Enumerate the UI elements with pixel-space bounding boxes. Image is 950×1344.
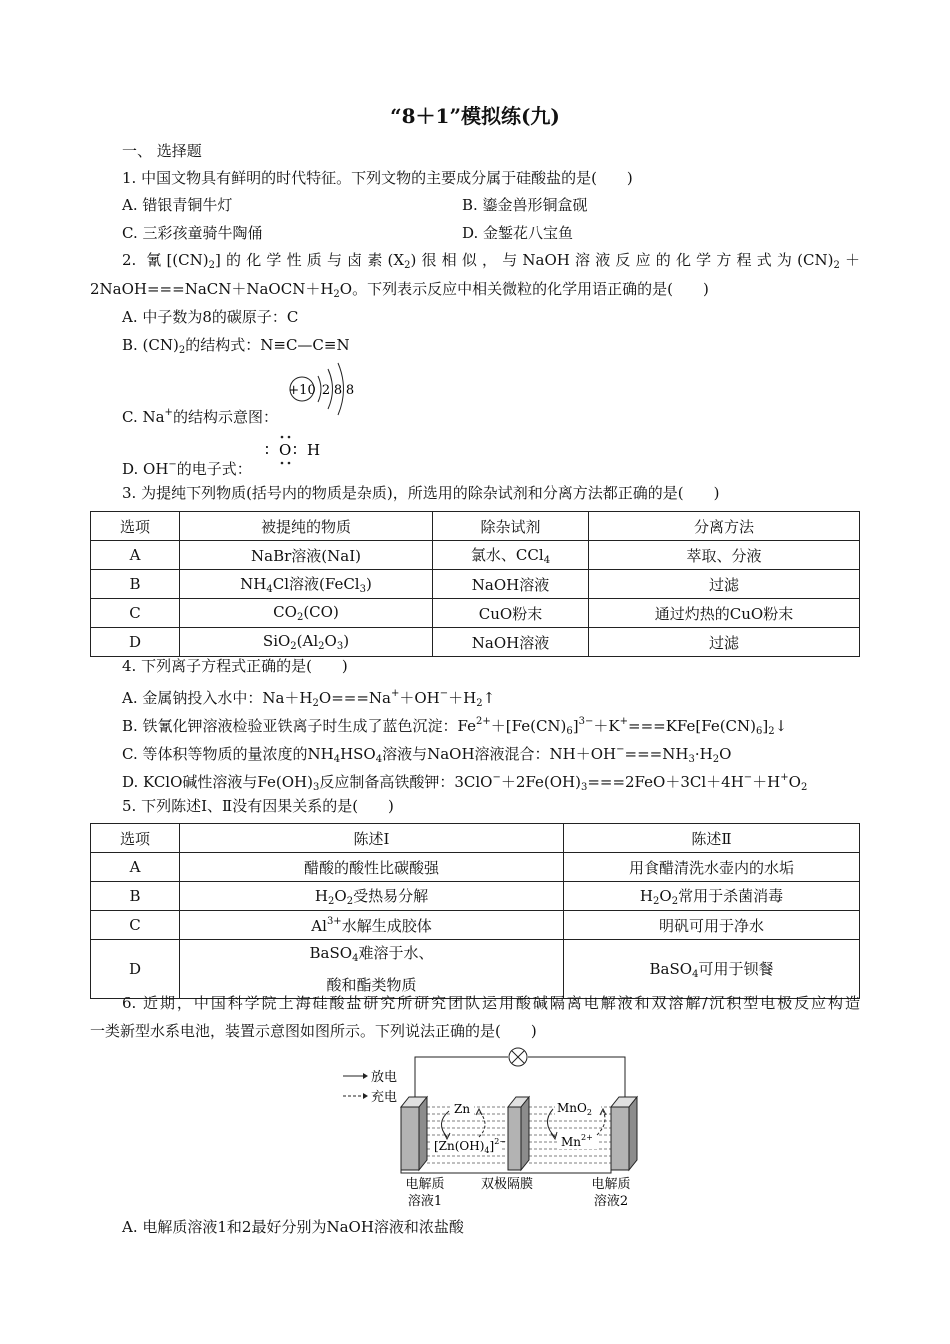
table-cell: $Al^{3+}$水解生成胶体 — [180, 911, 564, 940]
table-cell: 过滤 — [589, 570, 860, 599]
q1-option-c: C. 三彩孩童骑牛陶俑 — [122, 224, 263, 242]
q4-option-c: C. 等体积等物质的量浓度的$NH_4HSO_4$溶液与NaOH溶液混合：$NH+OH^-===NH_3\cdot H_2O$ — [122, 744, 732, 765]
q1-option-d: D. 金錾花八宝鱼 — [462, 224, 574, 242]
table-cell: $CO_2(CO)$ — [180, 599, 433, 628]
q2-stem-line1: 2. 氰$[(CN)_2]$的化学性质与卤素$(X_2)$很相似，与NaOH溶液反应的化学方程式为$(CN)_2+$ — [122, 251, 860, 271]
table-header-row — [91, 824, 860, 853]
solution2-label-line1: 电解质 — [591, 1177, 631, 1192]
table-cell: NaOH溶液 — [433, 570, 589, 599]
na-shell-2: 8 — [333, 383, 343, 398]
table-cell: $H_2O_2$常用于杀菌消毒 — [564, 882, 860, 911]
q6-stem-line2: 一类新型水系电池，装置示意图如图所示。下列说法正确的是( ) — [90, 1022, 537, 1040]
table-header-cell: 陈述Ⅰ — [180, 824, 564, 853]
bipolar-membrane — [508, 1107, 521, 1170]
q3-stem: 3. 为提纯下列物质(括号内的物质是杂质)，所选用的除杂试剂和分离方法都正确的是( ) — [122, 484, 720, 502]
na-shell-3: 8 — [345, 383, 355, 398]
table-cell: $NH_4Cl$溶液(FeCl$_3$) — [180, 570, 433, 599]
table-header-cell: 被提纯的物质 — [180, 512, 433, 541]
table-cell: 通过灼热的CuO粉末 — [589, 599, 860, 628]
table-header-cell: 陈述Ⅱ — [564, 824, 860, 853]
table-cell: A — [91, 853, 180, 882]
table-cell: 过滤 — [589, 628, 860, 657]
q2-option-a: A. 中子数为8的碳原子：C — [122, 308, 299, 326]
q6-option-a: A. 电解质溶液1和2最好分别为NaOH溶液和浓盐酸 — [122, 1218, 464, 1236]
q1-stem: 1. 中国文物具有鲜明的时代特征。下列文物的主要成分属于硅酸盐的是( ) — [122, 169, 633, 187]
oh-hydrogen: H — [307, 441, 321, 459]
table-header-cell: 除杂试剂 — [433, 512, 589, 541]
mno2-label: MnO$_2$ — [557, 1101, 592, 1117]
oh-left-pair: ∶ — [265, 441, 269, 459]
table-cell: B — [91, 882, 180, 911]
oh-electron-formula — [258, 430, 328, 468]
table-header-cell: 选项 — [91, 824, 180, 853]
table-cell: C — [91, 599, 180, 628]
solution1-label-line2: 溶液1 — [407, 1194, 443, 1209]
table-cell: 醋酸的酸性比碳酸强 — [180, 853, 564, 882]
table-cell: D — [91, 628, 180, 657]
na-shell-1: 2 — [321, 383, 331, 398]
legend-charge-label: 充电 — [371, 1090, 398, 1105]
table-cell: 用食醋清洗水壶内的水垢 — [564, 853, 860, 882]
table-row — [91, 628, 860, 657]
table-cell: $SiO_2(Al_2O_3)$ — [180, 628, 433, 657]
table-cell: BaSO$_4$难溶于水、 酸和酯类物质 — [180, 940, 564, 999]
table-row — [91, 911, 860, 940]
q5-table — [90, 823, 860, 999]
oh-bond-pair: ∶ — [293, 441, 297, 459]
table-row — [91, 599, 860, 628]
table-cell: BaSO$_4$可用于钡餐 — [564, 940, 860, 999]
oh-oxygen: O — [279, 441, 292, 459]
table-cell: D — [91, 940, 180, 999]
table-cell: A — [91, 541, 180, 570]
q4-stem: 4. 下列离子方程式正确的是( ) — [122, 657, 348, 675]
table-header-cell: 选项 — [91, 512, 180, 541]
table-header-row — [91, 512, 860, 541]
legend-discharge-label: 放电 — [371, 1070, 398, 1085]
q4-option-b: B. 铁氰化钾溶液检验亚铁离子时生成了蓝色沉淀：$Fe^{2+}+[Fe(CN)_6]^{3-}+K^+===KFe[Fe(CN)_6]_2↓$ — [122, 716, 788, 737]
table-cell: 明矾可用于净水 — [564, 911, 860, 940]
zn-label: Zn — [454, 1102, 471, 1116]
table-cell: NaBr溶液(NaI) — [180, 541, 433, 570]
table-cell: NaOH溶液 — [433, 628, 589, 657]
q5-stem: 5. 下列陈述Ⅰ、Ⅱ没有因果关系的是( ) — [122, 797, 394, 815]
table-row — [91, 570, 860, 599]
mno2-electrode — [611, 1107, 629, 1170]
table-row — [91, 853, 860, 882]
table-cell: $H_2O_2$受热易分解 — [180, 882, 564, 911]
membrane-label: 双极隔膜 — [480, 1177, 534, 1192]
q1-option-b: B. 鎏金兽形铜盒砚 — [462, 196, 588, 214]
table-header-cell: 分离方法 — [589, 512, 860, 541]
page-title: “8＋1”模拟练(九) — [390, 104, 560, 128]
zn-electrode — [401, 1107, 419, 1170]
table-cell: 氯水、CCl$_4$ — [433, 541, 589, 570]
table-cell: 萃取、分液 — [589, 541, 860, 570]
zincate-label: $[Zn(OH)_4]^{2-}$ — [434, 1137, 506, 1155]
na-nucleus-label: +10 — [288, 383, 316, 398]
solution2-label-line2: 溶液2 — [593, 1194, 629, 1209]
q2-option-d: D. OH−的电子式： — [122, 459, 252, 478]
mn-ion-label: $Mn^{2+}$ — [561, 1133, 593, 1149]
q6-stem-line1: 6. 近期，中国科学院上海硅酸盐研究所研究团队运用酸碱隔离电解液和双溶解/沉积型电极反应构造 — [122, 994, 860, 1012]
table-cell: CuO粉末 — [433, 599, 589, 628]
q2-stem-line2: $2NaOH===NaCN+NaOCN+H_2O$。下列表示反应中相关微粒的化学用语正确的是( ) — [90, 280, 709, 300]
q2-option-b: B. $(CN)_2$的结构式：N≡C—C≡N — [122, 336, 350, 356]
na-ion-structure-diagram — [282, 360, 362, 420]
table-row — [91, 940, 860, 999]
q4-option-a: A. 金属钠投入水中：$Na+H_2O===Na^++OH^-+H_2↑$ — [122, 688, 496, 709]
section-heading: 一、 选择题 — [122, 142, 202, 160]
solution1-label-line1: 电解质 — [405, 1177, 445, 1192]
table-row — [91, 541, 860, 570]
q3-table — [90, 511, 860, 657]
table-cell: C — [91, 911, 180, 940]
q4-option-d: D. KClO碱性溶液与$Fe(OH)_3$反应制备高铁酸钾：$3ClO^-+2Fe(OH)_3===2FeO+3Cl+4H^-+H^+O_2$ — [122, 772, 808, 793]
table-cell: B — [91, 570, 180, 599]
q1-option-a: A. 错银青铜牛灯 — [122, 196, 233, 214]
q2-option-c: C. Na+的结构示意图： — [122, 407, 278, 426]
battery-device-diagram — [335, 1045, 645, 1215]
table-row — [91, 882, 860, 911]
